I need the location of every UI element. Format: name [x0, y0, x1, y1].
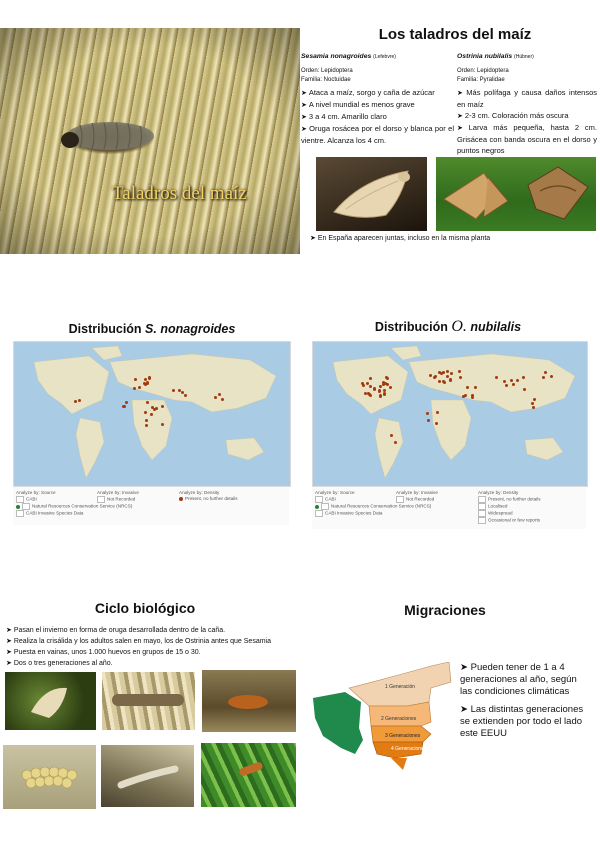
map-label-gen4: 4 Generaciones — [391, 746, 427, 752]
distribution-map-sesamia[interactable] — [13, 341, 291, 487]
density-radio[interactable] — [478, 496, 486, 503]
occurrence-point[interactable] — [550, 375, 553, 378]
lifecycle-photo-larva-stem — [102, 672, 195, 730]
sesamia-bullet: ➤ Ataca a maíz, sorgo y caña de azúcar — [301, 87, 454, 99]
occurrence-point[interactable] — [386, 383, 389, 386]
legend-not-recorded: Not Recorded — [406, 496, 435, 502]
distribution-right-title — [310, 318, 586, 336]
occurrence-point[interactable] — [459, 376, 462, 379]
lifecycle-photo-larva-maize — [201, 743, 296, 807]
occurrence-point[interactable] — [394, 441, 397, 444]
distribution-left-title-prefix: Distribución — [68, 322, 142, 336]
map-label-gen3: 3 Generaciones — [385, 733, 421, 739]
ostrinia-bullet: ➤ Larva más pequeña, hasta 2 cm. Grisácea con banda oscura en el dorso y puntos negros — [457, 122, 597, 156]
map-legend-sesamia — [13, 486, 289, 525]
legend-present: Present, no further details — [185, 496, 238, 501]
slide1-title: Los taladros del maíz — [378, 26, 532, 43]
occurrence-point[interactable] — [429, 374, 432, 377]
sesamia-bullet: ➤ Oruga rosácea por el dorso y blanca por el vientre. Alcanza los 4 cm. — [301, 123, 454, 146]
legend-source-invasive: CABI Invasive Species Data — [26, 510, 84, 516]
hero-photo — [0, 28, 300, 254]
sesamia-name: Sesamia nonagroides — [301, 53, 372, 60]
occurrence-point[interactable] — [78, 399, 81, 402]
hero-caption: Taladros del maíz — [112, 183, 247, 204]
ciclo-title: Ciclo biológico — [94, 600, 196, 616]
occurrence-point[interactable] — [378, 390, 381, 393]
occurrence-point[interactable] — [364, 392, 367, 395]
occurrence-point[interactable] — [516, 379, 519, 382]
ostrinia-column — [457, 52, 597, 156]
occurrence-point[interactable] — [146, 401, 149, 404]
ostrinia-author: (Hübner) — [514, 54, 534, 60]
distribution-right-title-letter: O. — [451, 318, 467, 335]
occurrence-point[interactable] — [442, 380, 445, 383]
occurrence-point[interactable] — [125, 401, 128, 404]
migraciones-title: Migraciones — [404, 602, 486, 618]
distribution-right-title-prefix: Distribución — [374, 320, 448, 334]
occurrence-point[interactable] — [434, 375, 437, 378]
sesamia-order: Orden: Lepidoptera — [301, 68, 353, 74]
not-recorded-checkbox[interactable] — [97, 496, 105, 503]
slide1-footnote: ➤ En España aparecen juntas, incluso en la misma planta — [310, 233, 490, 244]
sesamia-bullet: ➤ 3 a 4 cm. Amarillo claro — [301, 111, 454, 123]
legend-occasional: Occasional or few reports — [488, 517, 541, 523]
legend-density-header: Analyze by: Density — [179, 490, 220, 495]
occurrence-point[interactable] — [153, 408, 156, 411]
density-radio[interactable] — [478, 517, 486, 524]
occurrence-point[interactable] — [214, 396, 217, 399]
map-label-gen1: 1 Generación — [385, 684, 416, 690]
occurrence-point[interactable] — [544, 371, 547, 374]
not-recorded-checkbox[interactable] — [396, 496, 404, 503]
legend-invasive-header: Analyze by: Invasive — [396, 490, 438, 495]
nrcs-dot-icon — [315, 505, 319, 509]
invasive-data-checkbox[interactable] — [315, 510, 323, 517]
ciclo-bullet: ➤ Dos o tres generaciones al año. — [6, 658, 306, 669]
sesamia-family: Familia: Noctuidae — [301, 77, 351, 83]
occurrence-point[interactable] — [427, 419, 430, 422]
florida-region — [391, 758, 407, 770]
cabi-checkbox[interactable] — [315, 496, 323, 503]
ostrinia-moth-photo — [436, 157, 596, 231]
ciclo-bullets — [6, 625, 306, 669]
distribution-right-title-species: nubilalis — [470, 320, 522, 334]
ostrinia-family: Familia: Pyralidae — [457, 77, 505, 83]
map-label-gen2: 2 Generaciones — [381, 716, 417, 722]
density-radio[interactable] — [478, 510, 486, 517]
occurrence-point[interactable] — [462, 395, 465, 398]
legend-density-header: Analyze by: Density — [478, 490, 519, 495]
legend-source-header: Analyze by: Source — [315, 490, 355, 495]
ciclo-bullet: ➤ Realiza la crisálida y los adultos salen en mayo, los de Ostrinia antes que Sesamia — [6, 636, 306, 647]
ciclo-bullet: ➤ Pasan el invierno en forma de oruga desarrollada dentro de la caña. — [6, 625, 306, 636]
occurrence-point[interactable] — [532, 406, 535, 409]
occurrence-point[interactable] — [145, 419, 148, 422]
nrcs-checkbox[interactable] — [22, 503, 30, 510]
ostrinia-bullet: ➤ Más polífaga y causa daños intensos en maíz — [457, 87, 597, 110]
invasive-data-checkbox[interactable] — [16, 510, 24, 517]
ostrinia-order: Orden: Lepidoptera — [457, 68, 509, 74]
occurrence-point[interactable] — [533, 398, 536, 401]
sesamia-bullet: ➤ A nivel mundial es menos grave — [301, 99, 454, 111]
lifecycle-photo-eggs — [3, 745, 96, 809]
sesamia-author: (Lefebvre) — [373, 54, 396, 60]
lifecycle-photo-larva-leaf — [101, 745, 194, 807]
ostrinia-name: Ostrinia nubilalis — [457, 53, 513, 60]
present-dot-icon — [179, 497, 183, 501]
occurrence-point[interactable] — [523, 388, 526, 391]
sesamia-column — [301, 52, 454, 146]
density-radio[interactable] — [478, 503, 486, 510]
legend-widespread: Widespread — [488, 510, 513, 516]
distribution-left-title-species: S. nonagroides — [145, 322, 236, 336]
migration-point: ➤ Pueden tener de 1 a 4 generaciones al año, según las condiciones climáticas — [460, 662, 585, 698]
occurrence-point[interactable] — [386, 377, 389, 380]
migration-point: ➤ Las distintas generaciones se extienden por todo el lado este EEUU — [460, 704, 585, 740]
occurrence-point[interactable] — [146, 382, 149, 385]
migration-points — [460, 662, 585, 746]
occurrence-point[interactable] — [438, 371, 441, 374]
occurrence-point[interactable] — [161, 405, 164, 408]
legend-source-cabi: CABI — [26, 496, 37, 502]
lifecycle-photo-adult — [5, 672, 96, 730]
nrcs-checkbox[interactable] — [321, 503, 329, 510]
cabi-checkbox[interactable] — [16, 496, 24, 503]
ciclo-bullet: ➤ Puesta en vainas, unos 1.000 huevos en grupos de 15 o 30. — [6, 647, 306, 658]
occurrence-point[interactable] — [435, 422, 438, 425]
legend-source-nrcs: Natural Resources Conservation Service (NRCS) — [331, 503, 432, 509]
occurrence-point[interactable] — [379, 394, 382, 397]
occurrence-point[interactable] — [512, 383, 515, 386]
legend-localised: Localised — [488, 503, 508, 509]
ostrinia-bullet: ➤ 2-3 cm. Coloración más oscura — [457, 110, 597, 122]
distribution-map-ostrinia[interactable] — [312, 341, 588, 487]
legend-source-header: Analyze by: Source — [16, 490, 56, 495]
occurrence-point[interactable] — [362, 384, 365, 387]
occurrence-point[interactable] — [383, 393, 386, 396]
legend-source-nrcs: Natural Resources Conservation Service (NRCS) — [32, 503, 133, 509]
map-legend-ostrinia — [312, 486, 586, 529]
occurrence-point[interactable] — [74, 400, 77, 403]
world-map-illustration — [313, 342, 587, 486]
hero-larva-illustration — [0, 28, 300, 254]
legend-invasive-header: Analyze by: Invasive — [97, 490, 139, 495]
migration-map — [311, 662, 459, 772]
legend-not-recorded: Not Recorded — [107, 496, 136, 502]
legend-source-invasive: CABI Invasive Species Data — [325, 510, 383, 516]
nrcs-dot-icon — [16, 505, 20, 509]
occurrence-point[interactable] — [471, 394, 474, 397]
occurrence-point[interactable] — [369, 385, 372, 388]
distribution-left-title — [14, 322, 290, 336]
legend-present: Present, no further details — [488, 496, 541, 502]
lifecycle-photo-pupa — [202, 670, 296, 732]
legend-source-cabi: CABI — [325, 496, 336, 502]
sesamia-moth-photo — [316, 157, 427, 231]
usa-west-region — [313, 692, 363, 754]
occurrence-point[interactable] — [184, 394, 187, 397]
